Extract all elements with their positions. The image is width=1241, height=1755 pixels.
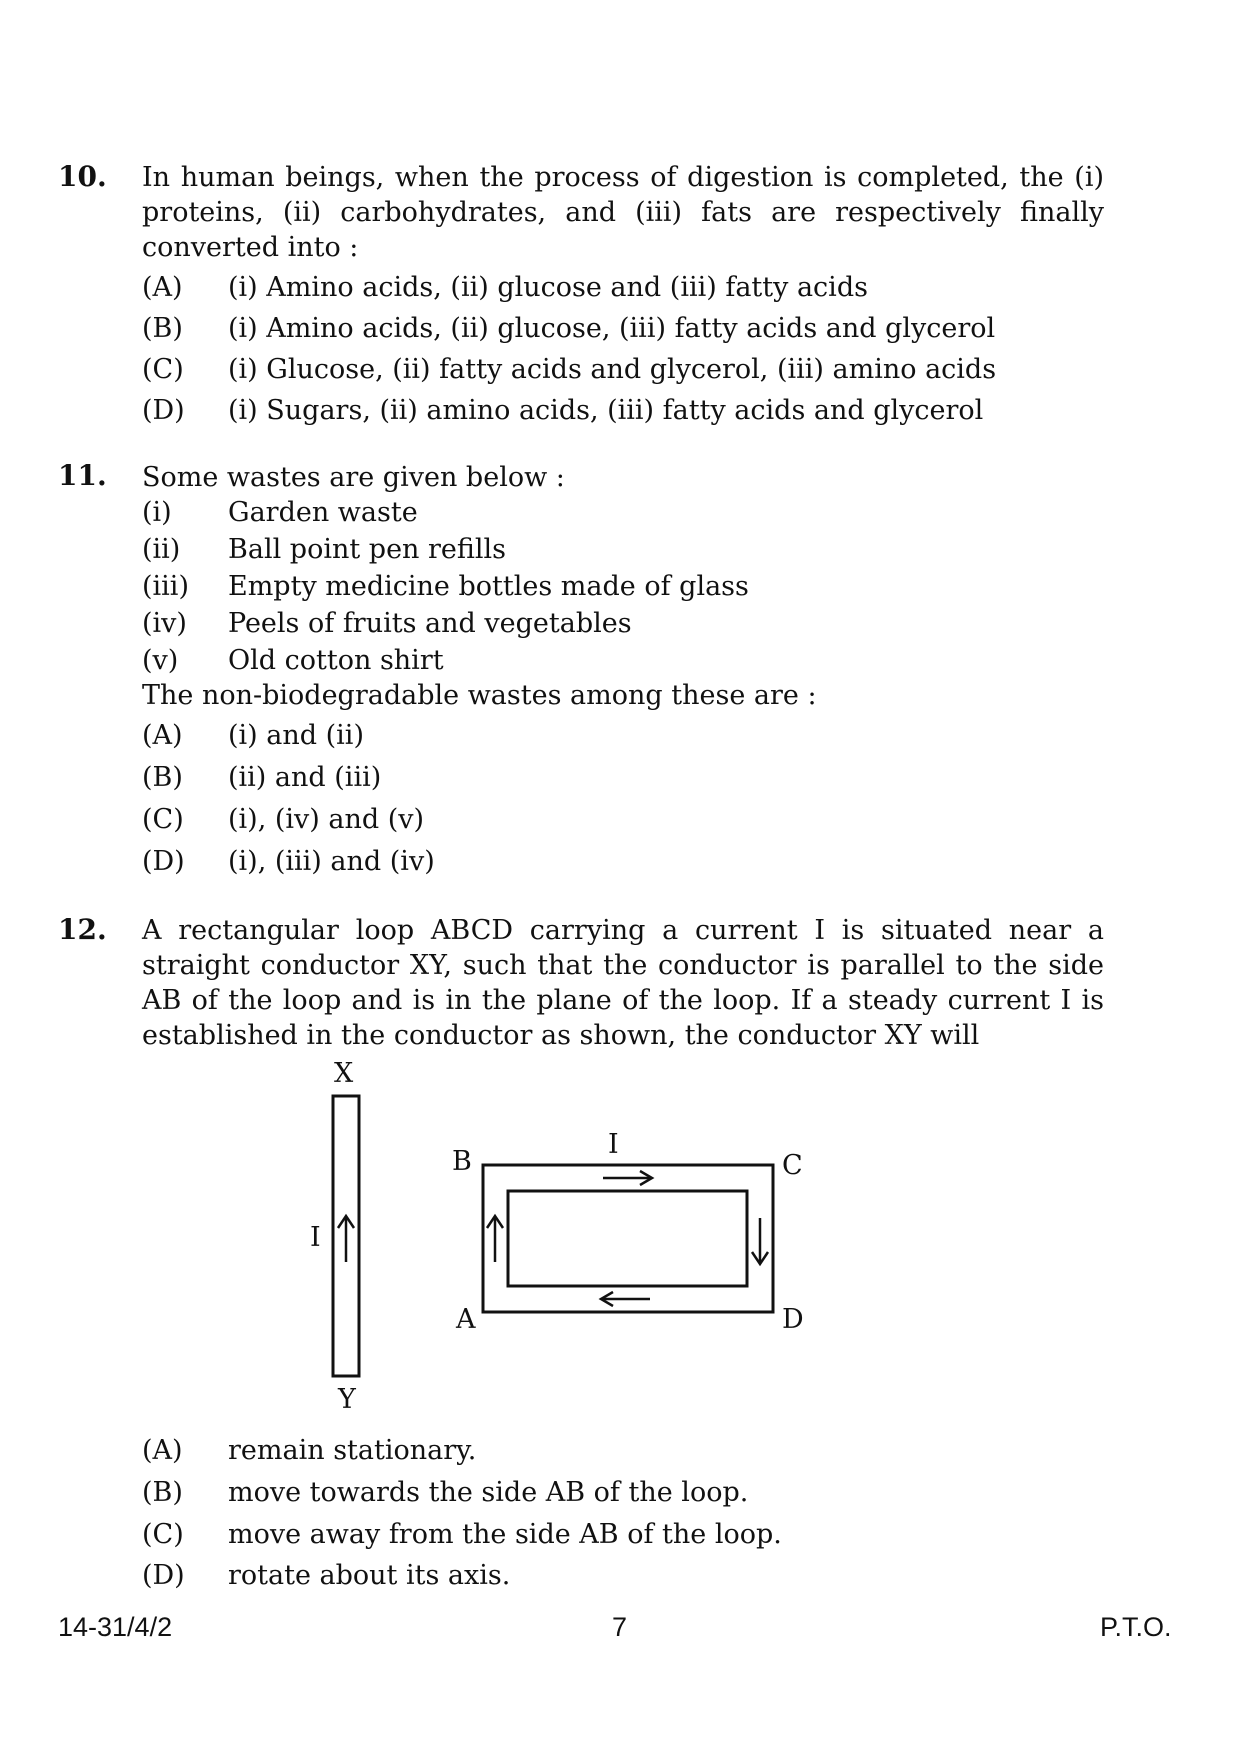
question-number: 10. xyxy=(58,160,107,193)
page-number: 7 xyxy=(612,1612,628,1642)
label-a: A xyxy=(456,1304,476,1335)
option-text: (i), (iv) and (v) xyxy=(228,804,425,835)
item-label: (ii) xyxy=(142,534,181,565)
option-label: (D) xyxy=(142,846,185,877)
label-conductor-current: I xyxy=(310,1222,321,1253)
arrow-left-icon xyxy=(601,1292,650,1306)
label-x: X xyxy=(334,1058,354,1089)
item-label: (iv) xyxy=(142,608,187,639)
option-d[interactable] xyxy=(142,1556,510,1596)
option-label: (C) xyxy=(142,354,184,385)
item-text: Peels of fruits and vegetables xyxy=(228,608,632,639)
option-label: (B) xyxy=(142,762,183,793)
option-text: (i) and (ii) xyxy=(228,720,364,751)
arrow-down-icon xyxy=(752,1218,768,1264)
item-label: (v) xyxy=(142,645,179,676)
loop-outer xyxy=(483,1165,773,1312)
option-label: (A) xyxy=(142,1435,183,1466)
option-c[interactable] xyxy=(142,1515,782,1555)
label-y: Y xyxy=(338,1384,356,1415)
option-b[interactable] xyxy=(142,1473,748,1513)
item-text: Garden waste xyxy=(228,497,418,528)
option-text: remain stationary. xyxy=(228,1435,477,1466)
question-stem: In human beings, when the process of digestion is completed, the (i) proteins, (ii) carbohydrates, and (iii) fats are respectively finally converted into : xyxy=(142,162,1104,263)
question-number: 12. xyxy=(58,913,107,946)
item-text: Old cotton shirt xyxy=(228,645,444,676)
arrow-right-icon xyxy=(603,1171,652,1185)
arrow-up-conductor-icon xyxy=(338,1216,354,1262)
option-label: (B) xyxy=(142,1477,183,1508)
option-label: (C) xyxy=(142,1519,184,1550)
option-text: (i) Amino acids, (ii) glucose, (iii) fatty acids and glycerol xyxy=(228,313,996,344)
option-text: move towards the side AB of the loop. xyxy=(228,1477,749,1508)
pto-label: P.T.O. xyxy=(1100,1612,1172,1642)
item-label: (i) xyxy=(142,497,172,528)
arrow-up-loop-icon xyxy=(487,1216,503,1262)
option-a[interactable] xyxy=(142,1431,476,1471)
label-d: D xyxy=(782,1304,804,1335)
question-prompt: The non-biodegradable wastes among these are : xyxy=(142,680,817,711)
label-b: B xyxy=(452,1146,472,1177)
question-stem: A rectangular loop ABCD carrying a current I is situated near a straight conductor XY, such that the conductor is parallel to the side AB of the loop and is in the plane of the loop. If a steady current I is established in the conductor as shown, the conductor XY will xyxy=(142,915,1104,1051)
option-label: (B) xyxy=(142,313,183,344)
option-label: (A) xyxy=(142,720,183,751)
option-label: (D) xyxy=(142,395,185,426)
option-text: (i) Sugars, (ii) amino acids, (iii) fatty acids and glycerol xyxy=(228,395,984,426)
label-c: C xyxy=(782,1150,803,1181)
option-label: (C) xyxy=(142,804,184,835)
option-text: (i) Amino acids, (ii) glucose and (iii) fatty acids xyxy=(228,272,868,303)
option-text: move away from the side AB of the loop. xyxy=(228,1519,782,1550)
option-text: rotate about its axis. xyxy=(228,1560,511,1591)
option-label: (D) xyxy=(142,1560,185,1591)
paper-code: 14-31/4/2 xyxy=(58,1612,173,1642)
item-text: Empty medicine bottles made of glass xyxy=(228,571,749,602)
item-text: Ball point pen refills xyxy=(228,534,507,565)
loop-inner xyxy=(508,1191,747,1286)
option-text: (ii) and (iii) xyxy=(228,762,382,793)
option-text: (i), (iii) and (iv) xyxy=(228,846,435,877)
option-label: (A) xyxy=(142,272,183,303)
question-number: 11. xyxy=(58,459,107,492)
label-loop-current: I xyxy=(608,1129,619,1160)
item-label: (iii) xyxy=(142,571,189,602)
option-text: (i) Glucose, (ii) fatty acids and glycerol, (iii) amino acids xyxy=(228,354,997,385)
question-stem: Some wastes are given below : xyxy=(142,462,565,493)
